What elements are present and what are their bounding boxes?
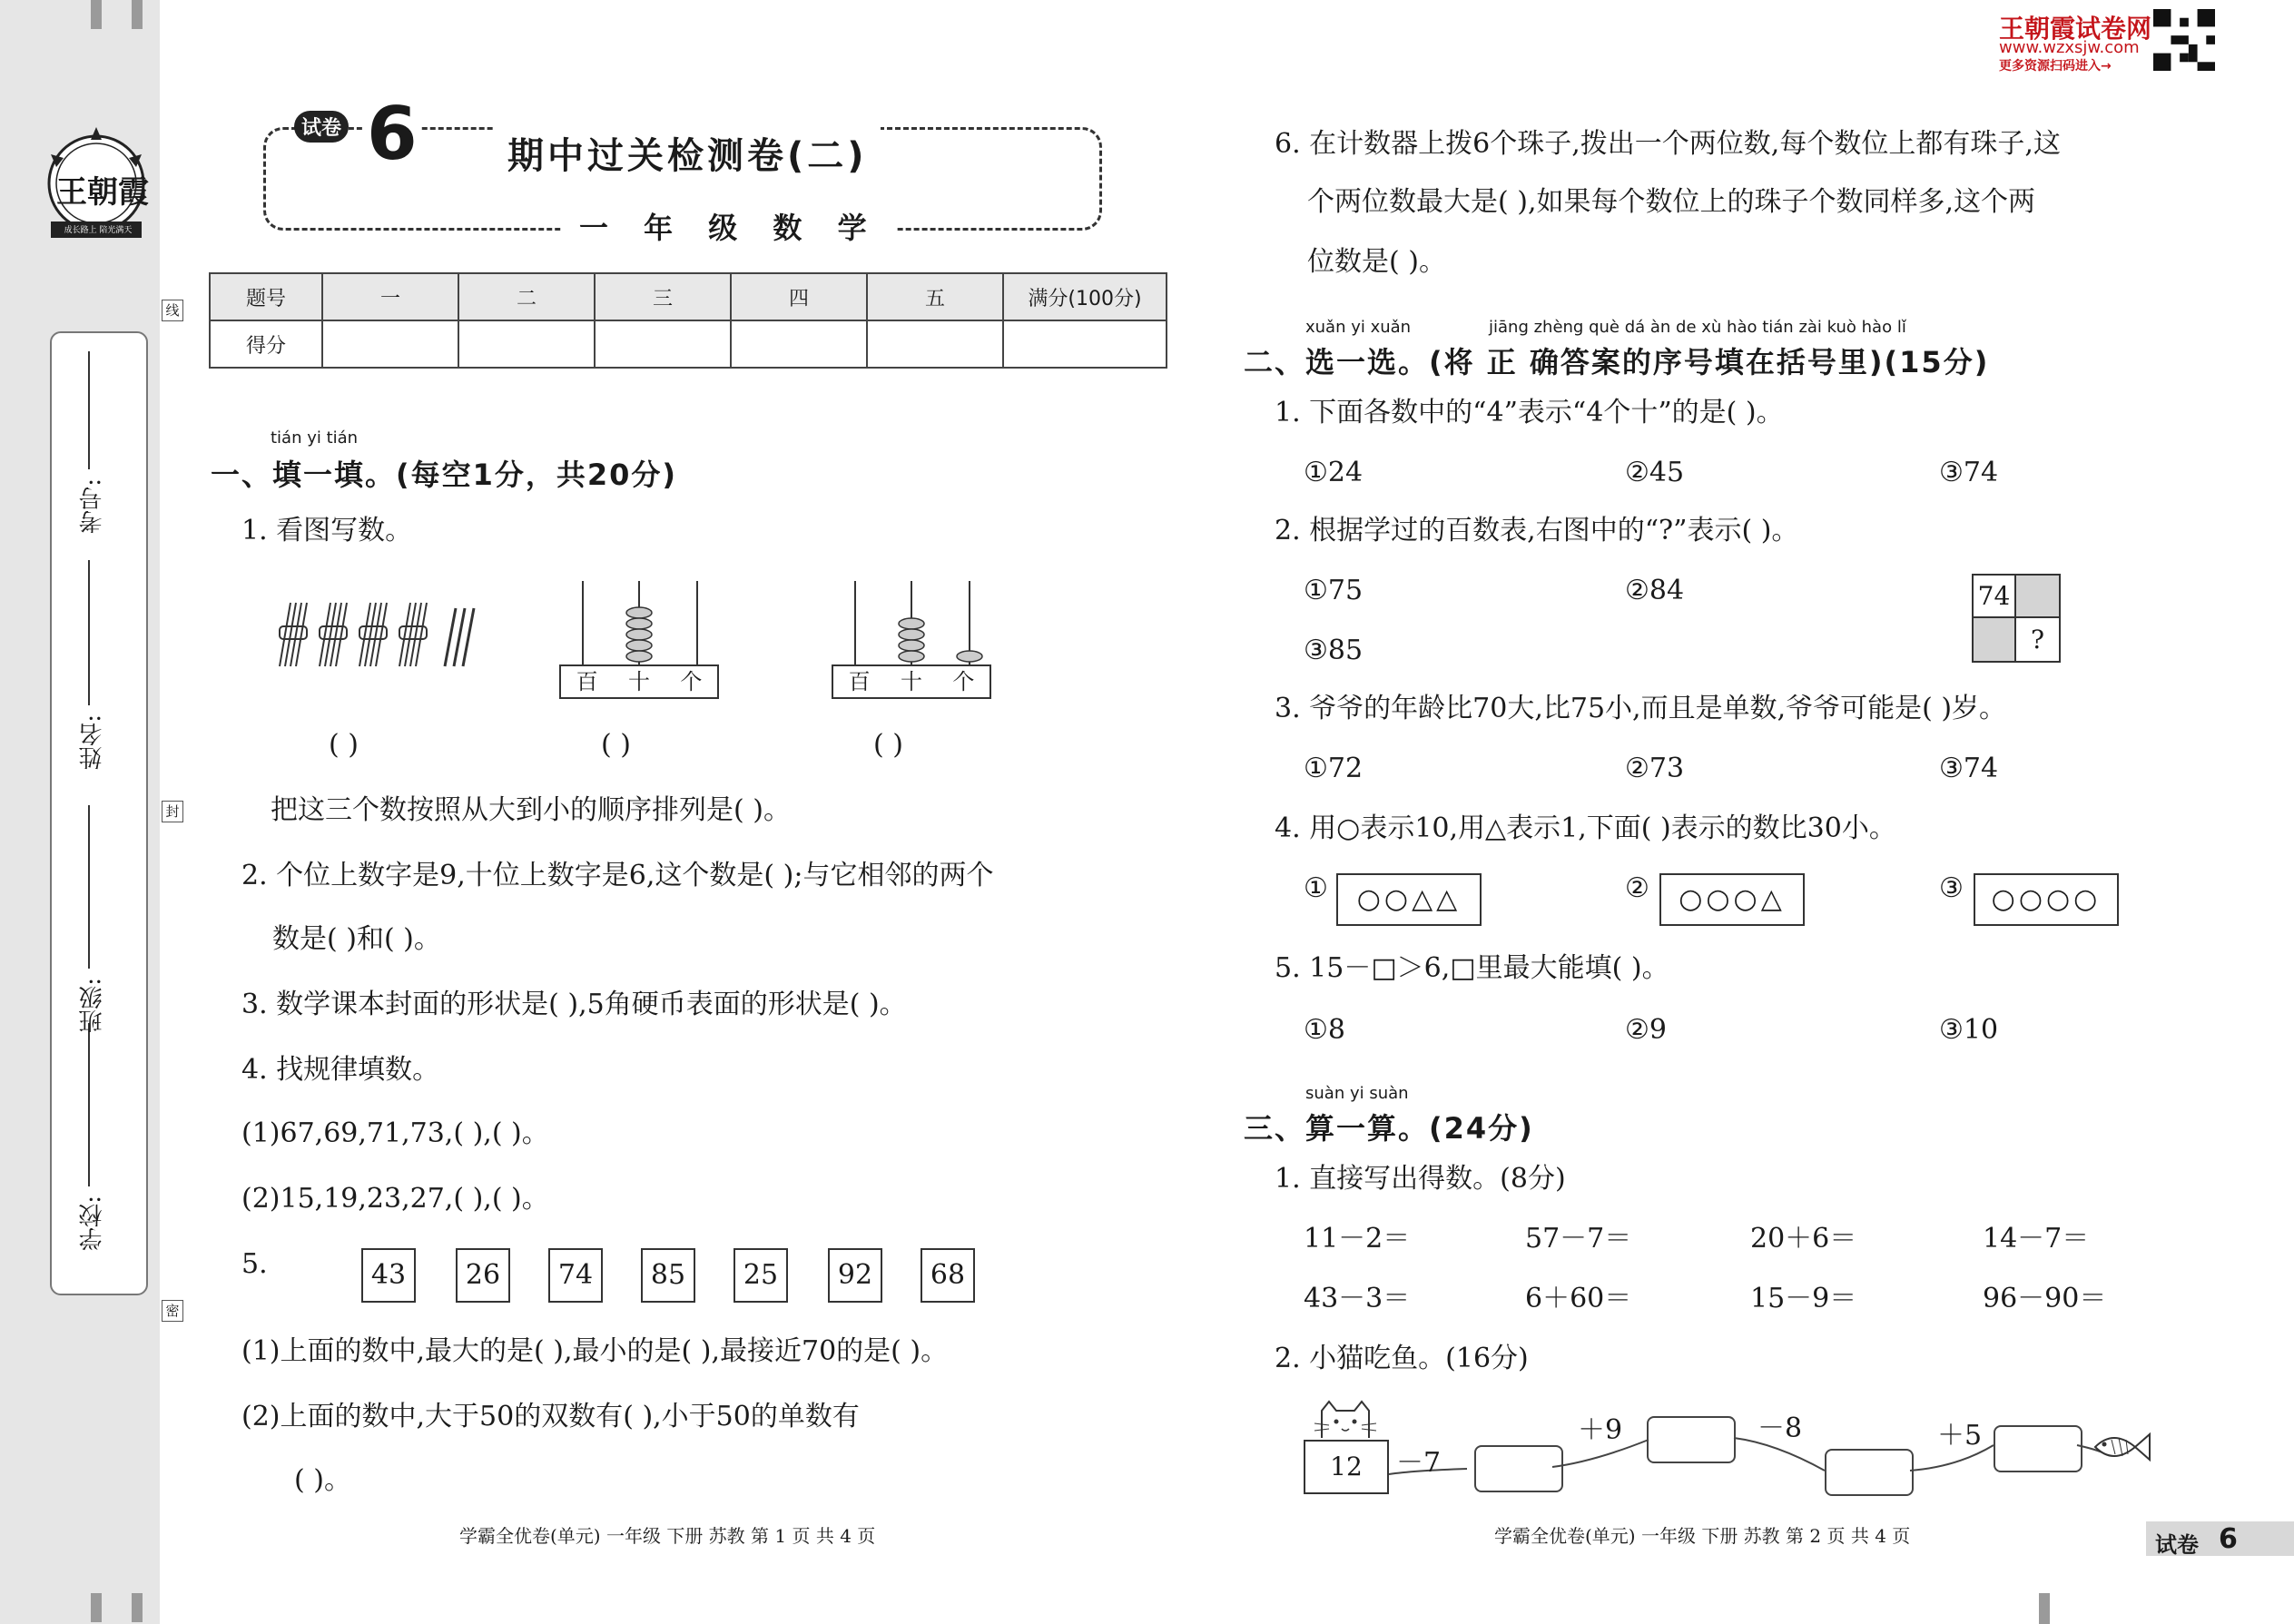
score-table-header-row [210,273,1167,320]
section1-pinyin: tián yi tián [271,428,359,448]
grid-cell-question: ? [2030,625,2044,655]
cat-op-3: －8 [1757,1412,1803,1444]
corner-badge [2146,1521,2294,1556]
place-tens: 十 [627,669,650,694]
choice-3-option-2[interactable]: ②73 [1625,753,1685,784]
question-5-2-a: (2)上面的数中,大于50的双数有( ),小于50的单数有 [241,1401,860,1432]
number-box: 74 [548,1248,603,1303]
site-title: 王朝霞试卷网 [1999,14,2152,44]
paper-title: 期中过关检测卷(二) [495,127,881,179]
stick-bundles-icon [272,599,490,672]
class-label: 班级: [79,978,106,1033]
exam-id-label: 考号: [79,478,106,534]
site-url[interactable]: www.wzxsjw.com [1999,38,2140,57]
question-5-2-b: ( )。 [294,1464,351,1496]
calc-question-2: 2. 小猫吃鱼。(16分) [1275,1343,1529,1374]
choice-3: 3. 爷爷的年龄比70大,比75小,而且是单数,爷爷可能是( )岁。 [1275,693,2007,724]
number-box: 43 [361,1248,416,1303]
calc-item[interactable]: 20＋6＝ [1750,1223,1857,1255]
question-2-b: 数是( )和( )。 [272,923,441,955]
choice-1-option-1[interactable]: ①24 [1304,457,1364,488]
binding-tick [91,1593,102,1622]
corner-badge-label: 试卷 [2155,1532,2199,1558]
choice-1-option-3[interactable]: ③74 [1939,457,1999,488]
choice-4-option-2[interactable]: ② [1625,872,1649,904]
question-6-b: 个两位数最大是( ),如果每个数位上的珠子个数同样多,这个两 [1307,186,2036,218]
answer-box-1[interactable] [1474,1445,1563,1492]
question-2-a: 2. 个位上数字是9,十位上数字是6,这个数是( );与它相邻的两个 [241,860,994,891]
choice-5-option-3[interactable]: ③10 [1939,1014,1999,1046]
question-1: 1. 看图写数。 [241,515,413,546]
score-cell[interactable] [731,320,867,368]
abacus-2-label-bar [832,664,991,699]
place-ones: 个 [952,669,975,694]
student-info-box [50,331,148,1295]
qr-code-icon[interactable] [2153,9,2215,71]
question-4-2: (2)15,19,23,27,( ),( )。 [241,1183,549,1215]
choice-1: 1. 下面各数中的“4”表示“4个十”的是( )。 [1275,397,1784,428]
name-label: 姓名: [79,714,106,770]
calc-item[interactable]: 15－9＝ [1750,1283,1857,1314]
cat-op-1: －7 [1396,1447,1442,1479]
school-label: 学校: [79,1196,106,1251]
choice-4-shapes-2: ○○○△ [1659,873,1805,926]
grid-cell-74: 74 [1974,576,2016,618]
answer-blank-sticks[interactable]: ( ) [329,729,359,761]
question-6-c: 位数是( )。 [1307,246,1446,278]
class-line[interactable] [88,805,90,969]
choice-3-option-3[interactable]: ③74 [1939,753,1999,784]
question-6-a: 6. 在计数器上拨6个珠子,拨出一个两位数,每个数位上都有珠子,这 [1275,128,2061,160]
number-box: 92 [828,1248,882,1303]
number-box: 26 [456,1248,510,1303]
cat-icon [1313,1398,1378,1440]
number-box: 85 [641,1248,695,1303]
answer-box-2[interactable] [1647,1416,1736,1463]
answer-blank-abacus-2[interactable]: ( ) [873,729,903,761]
binding-tick [132,0,143,29]
seal-line: 线 [162,300,183,321]
paper-number: 6 [363,98,421,171]
calc-item[interactable]: 57－7＝ [1525,1223,1632,1255]
page-footer-left: 学霸全优卷(单元) 一年级 下册 苏教 第 1 页 共 4 页 [459,1525,876,1547]
grid-cell-shaded [1974,618,2016,661]
abacus-1 [559,581,719,697]
question-5-1: (1)上面的数中,最大的是( ),最小的是( ),最接近70的是( )。 [241,1335,949,1367]
brand-name: 王朝霞 [56,174,149,211]
paper-subject: 一 年 级 数 学 [563,205,896,247]
seal-secret: 密 [162,1300,183,1322]
section1-title: 一、填一填。(每空1分，共20分) [211,458,678,492]
section3-pinyin: suàn yi suàn [1305,1084,1409,1103]
calc-item[interactable]: 6＋60＝ [1525,1283,1632,1314]
brand-slogan: 成长路上 陪光满天 [64,226,133,235]
score-cell[interactable] [458,320,595,368]
choice-4-option-1[interactable]: ① [1304,872,1328,904]
question-3: 3. 数学课本封面的形状是( ),5角硬币表面的形状是( )。 [241,989,907,1020]
section2-pinyin-a: xuǎn yi xuǎn [1305,318,1412,337]
question-4: 4. 找规律填数。 [241,1054,440,1086]
calc-item[interactable]: 11－2＝ [1304,1223,1411,1255]
choice-5-option-2[interactable]: ②9 [1625,1014,1667,1046]
binding-strip [0,0,180,1624]
abacus-2 [832,581,991,697]
score-cell[interactable] [867,320,1003,368]
choice-2-option-3[interactable]: ③85 [1304,635,1364,666]
cat-op-2: ＋9 [1578,1414,1623,1446]
paper-badge: 试卷 [294,111,349,143]
seal-seal: 封 [162,801,183,822]
answer-blank-abacus-1[interactable]: ( ) [601,729,631,761]
binding-tick [2039,1593,2050,1624]
choice-2: 2. 根据学过的百数表,右图中的“?”表示( )。 [1275,515,1799,546]
place-ones: 个 [680,669,703,694]
site-note: 更多资源扫码进入→ [1999,59,2112,74]
answer-box-3[interactable] [1825,1449,1914,1496]
grid-cell-shaded [2016,576,2059,618]
number-box: 25 [733,1248,788,1303]
score-table-header: 二 [458,273,595,320]
question-5: 5. [241,1248,268,1280]
choice-4: 4. 用○表示10,用△表示1,下面( )表示的数比30小。 [1275,812,1896,844]
choice-1-option-2[interactable]: ②45 [1625,457,1685,488]
abacus-1-rods-icon [559,581,719,664]
calc-question-1: 1. 直接写出得数。(8分) [1275,1163,1566,1195]
calc-item[interactable]: 43－3＝ [1304,1283,1411,1314]
calc-item[interactable]: 14－7＝ [1983,1223,2090,1255]
section2-pinyin-b: jiāng zhèng què dá àn de xù hào tián zài kuò hào lǐ [1489,318,1906,337]
place-hundreds: 百 [576,669,598,694]
number-box: 68 [921,1248,975,1303]
place-tens: 十 [900,669,922,694]
page-footer-right: 学霸全优卷(单元) 一年级 下册 苏教 第 2 页 共 4 页 [1494,1525,1911,1547]
name-line[interactable] [88,560,90,705]
abacus-2-rods-icon [832,581,991,664]
score-table-header: 四 [731,273,867,320]
score-row-label: 得分 [210,320,322,368]
score-table-header: 一 [322,273,458,320]
answer-box-4[interactable] [1994,1425,2082,1472]
score-cell[interactable] [595,320,731,368]
choice-4-shapes-1: ○○△△ [1336,873,1482,926]
exam-id-line[interactable] [88,351,90,469]
choice-5: 5. 15－□＞6,□里最大能填( )。 [1275,952,1669,984]
binding-tick [132,1593,143,1622]
corner-badge-number: 6 [2219,1523,2238,1555]
choice-4-shapes-3: ○○○○ [1974,873,2119,926]
section2-title: 二、选一选。(将 正 确答案的序号填在括号里)(15分) [1244,345,1990,379]
score-cell[interactable] [1003,320,1167,368]
score-table-header: 三 [595,273,731,320]
calc-item[interactable]: 96－90＝ [1983,1283,2107,1314]
binding-tick [91,0,102,29]
choice-2-option-2[interactable]: ②84 [1625,575,1685,606]
score-table-header: 满分(100分) [1003,273,1167,320]
score-cell[interactable] [322,320,458,368]
score-table-header: 题号 [210,273,322,320]
section3-title: 三、算一算。(24分) [1244,1111,1534,1146]
choice-5-option-1[interactable]: ①8 [1304,1014,1345,1046]
abacus-1-label-bar [559,664,719,699]
score-table-row [210,320,1167,368]
choice-3-option-1[interactable]: ①72 [1304,753,1364,784]
question-1-order: 把这三个数按照从大到小的顺序排列是( )。 [271,794,791,826]
cat-op-4: ＋5 [1937,1420,1983,1452]
question-4-1: (1)67,69,71,73,( ),( )。 [241,1117,549,1149]
place-hundreds: 百 [848,669,871,694]
hundred-chart-grid [1972,574,2061,663]
school-line[interactable] [88,1023,90,1186]
choice-2-option-1[interactable]: ①75 [1304,575,1364,606]
score-table [209,272,1167,369]
score-table-header: 五 [867,273,1003,320]
fish-icon [2090,1427,2153,1467]
cat-start-box: 12 [1304,1440,1389,1494]
choice-4-option-3[interactable]: ③ [1939,872,1964,904]
